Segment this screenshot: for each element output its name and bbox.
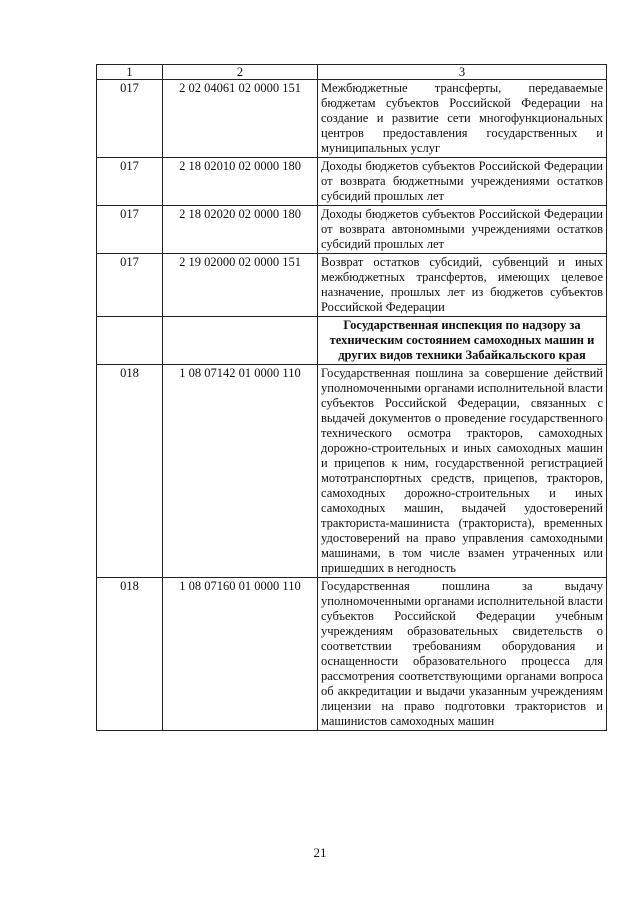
description-cell: Государственная пошлина за совершение действий уполномоченными органами исполнительной власти субъектов Российской Федерации, связанных с выдачей документов о проведение государственного технического осмотра тракторов, самоходных дорожно-строительных и иных самоходных машин и прицепов к ним, государственной регистрацией мототранспортных средств, прицепов, тракторов, самоходных дорожно-строительных и иных самоходных машин, выдачей удостоверений тракториста-машиниста (тракториста), временных удостоверений на право управления самоходными машинами, в том числе взамен утраченных или пришедших в негодность xyxy=(318,365,607,578)
column-header-1: 1 xyxy=(97,65,163,80)
column-header-3: 3 xyxy=(318,65,607,80)
table-row xyxy=(97,578,607,731)
revenue-code-cell: 1 08 07160 01 0000 110 xyxy=(163,578,318,731)
description-cell: Государственная пошлина за выдачу уполномоченными органами исполнительной власти субъектов Российской Федерации учебным учреждениям образовательных свидетельств о соответствии требованиям оборудования и оснащенности образовательного процесса для рассмотрения соответствующими органами вопроса об аккредитации и выдачи указанным учреждениям лицензии на право подготовки трактористов и машинистов самоходных машин xyxy=(318,578,607,731)
revenue-code-cell: 2 18 02020 02 0000 180 xyxy=(163,206,318,254)
admin-code-cell: 018 xyxy=(97,365,163,578)
table-row xyxy=(97,206,607,254)
description-cell: Межбюджетные трансферты, передаваемые бюджетам субъектов Российской Федерации на создание и развитие сети многофункциональных центров предоставления государственных и муниципальных услуг xyxy=(318,80,607,158)
description-cell: Возврат остатков субсидий, субвенций и иных межбюджетных трансфертов, имеющих целевое назначение, прошлых лет из бюджетов субъектов Российской Федерации xyxy=(318,254,607,317)
empty-cell xyxy=(97,317,163,365)
admin-code-cell: 018 xyxy=(97,578,163,731)
table-header-row xyxy=(97,65,607,80)
revenue-code-cell: 2 19 02000 02 0000 151 xyxy=(163,254,318,317)
revenue-code-cell: 1 08 07142 01 0000 110 xyxy=(163,365,318,578)
section-header-row xyxy=(97,317,607,365)
table-row xyxy=(97,158,607,206)
table-row xyxy=(97,254,607,317)
admin-code-cell: 017 xyxy=(97,80,163,158)
revenue-code-cell: 2 02 04061 02 0000 151 xyxy=(163,80,318,158)
section-title: Государственная инспекция по надзору за техническим состоянием самоходных машин и других видов техники Забайкальского края xyxy=(318,317,607,365)
description-cell: Доходы бюджетов субъектов Российской Федерации от возврата бюджетными учреждениями остатков субсидий прошлых лет xyxy=(318,158,607,206)
column-header-2: 2 xyxy=(163,65,318,80)
table-row xyxy=(97,365,607,578)
page-number: 21 xyxy=(313,845,327,860)
description-cell: Доходы бюджетов субъектов Российской Федерации от возврата автономными учреждениями остатков субсидий прошлых лет xyxy=(318,206,607,254)
admin-code-cell: 017 xyxy=(97,254,163,317)
empty-cell xyxy=(163,317,318,365)
admin-code-cell: 017 xyxy=(97,158,163,206)
table-row xyxy=(97,80,607,158)
budget-classification-table xyxy=(96,64,607,731)
admin-code-cell: 017 xyxy=(97,206,163,254)
revenue-code-cell: 2 18 02010 02 0000 180 xyxy=(163,158,318,206)
